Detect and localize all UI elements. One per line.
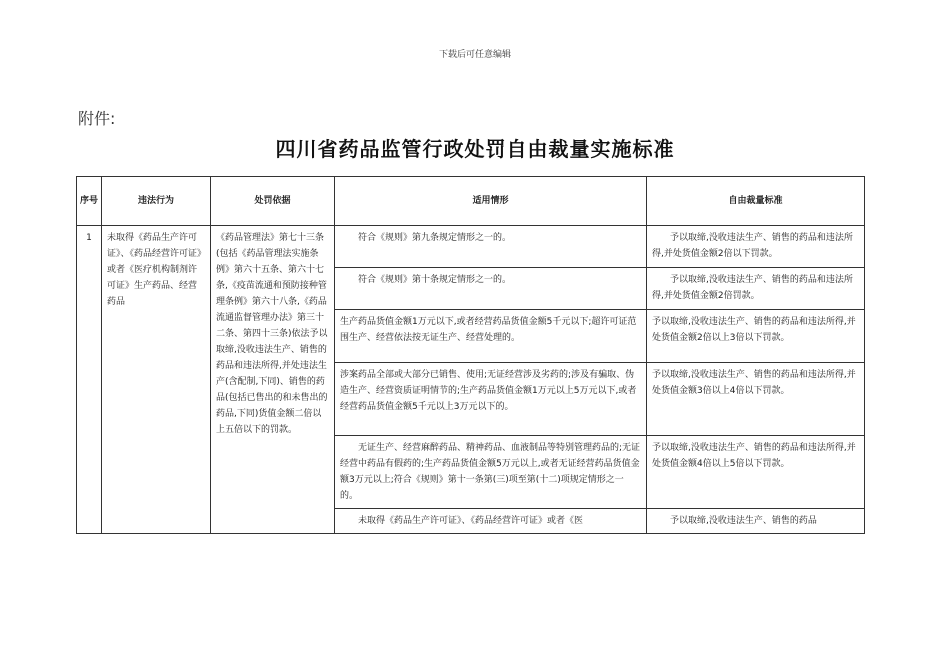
row-number: 1 [77,226,102,534]
situation-cell: 涉案药品全部或大部分已销售、使用;无证经营涉及劣药的;涉及有骗取、伪造生产、经营资质证明情节的;生产药品货值金额1万元以上5万元以下,或者经营药品货值金额5千元以上3万元以下的。 [335,363,647,436]
standard-cell: 予以取缔,没收违法生产、销售的药品和违法所得,并处货值金额2倍罚款。 [647,268,865,310]
penalty-standard-table [76,176,865,534]
column-header-standard: 自由裁量标准 [647,177,865,226]
situation-cell: 无证生产、经营麻醉药品、精神药品、血液制品等特别管理药品的;无证经营中药品有假药的;生产药品货值金额5万元以上,或者无证经营药品货值金额3万元以上;符合《规则》第十一条第(三)项至第(十二)项规定情形之一的。 [335,436,647,509]
standard-cell: 予以取缔,没收违法生产、销售的药品和违法所得,并处货值金额4倍以上5倍以下罚款。 [647,436,865,509]
table-row [77,226,865,268]
situation-cell: 符合《规则》第九条规定情形之一的。 [335,226,647,268]
standard-cell: 予以取缔,没收违法生产、销售的药品 [647,509,865,534]
basis-cell: 《药品管理法》第七十三条(包括《药品管理法实施条例》第六十五条、第六十七条,《疫苗流通和预防接种管理条例》第六十八条,《药品流通监督管理办法》第三十二条、第四十三条)依法予以取缔,没收违法生产、销售的药品和违法所得,并处违法生产(含配制,下同)、销售的药品(包括已售出的和未售出的药品,下同)货值金额二倍以上五倍以下的罚款。 [211,226,335,534]
document-title: 四川省药品监管行政处罚自由裁量实施标准 [275,137,675,161]
column-header-violation: 违法行为 [102,177,211,226]
standard-cell: 予以取缔,没收违法生产、销售的药品和违法所得,并处货值金额2倍以下罚款。 [647,226,865,268]
situation-cell: 符合《规则》第十条规定情形之一的。 [335,268,647,310]
header-note: 下载后可任意编辑 [438,50,511,60]
column-header-num: 序号 [77,177,102,226]
situation-cell: 未取得《药品生产许可证》、《药品经营许可证》或者《医 [335,509,647,534]
table-header-row [77,177,865,226]
standard-cell: 予以取缔,没收违法生产、销售的药品和违法所得,并处货值金额3倍以上4倍以下罚款。 [647,363,865,436]
column-header-situation: 适用情形 [335,177,647,226]
column-header-basis: 处罚依据 [211,177,335,226]
violation-cell: 未取得《药品生产许可证》、《药品经营许可证》或者《医疗机构制剂许可证》生产药品、经营药品 [102,226,211,534]
standard-cell: 予以取缔,没收违法生产、销售的药品和违法所得,并处货值金额2倍以上3倍以下罚款。 [647,310,865,363]
situation-cell: 生产药品货值金额1万元以下,或者经营药品货值金额5千元以下;超许可证范围生产、经营依法按无证生产、经营处理的。 [335,310,647,363]
attachment-label: 附件: [78,109,116,128]
